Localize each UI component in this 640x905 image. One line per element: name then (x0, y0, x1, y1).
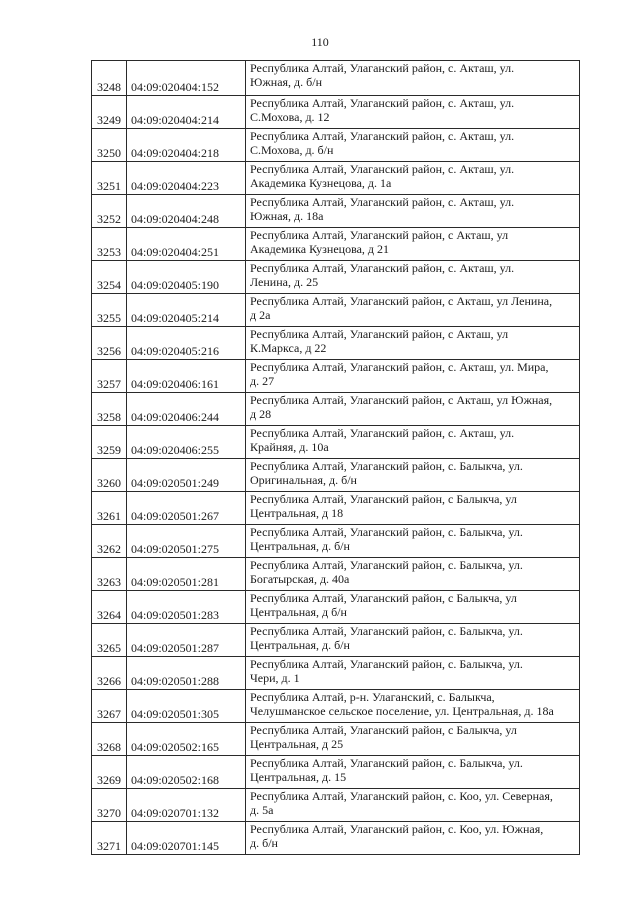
row-number-cell: 3256 (92, 327, 127, 360)
cadastral-number-cell: 04:09:020404:251 (127, 228, 246, 261)
cadastral-number-cell: 04:09:020501:288 (127, 657, 246, 690)
address-line-2: Крайняя, д. 10а (250, 440, 329, 454)
table-body (92, 61, 580, 855)
table-row (92, 61, 580, 96)
cadastral-number-cell: 04:09:020501:275 (127, 525, 246, 558)
address-line-2: Центральная, д. б/н (250, 539, 350, 553)
address-cell (246, 393, 580, 426)
row-number-cell: 3252 (92, 195, 127, 228)
cadastral-number-cell: 04:09:020701:145 (127, 822, 246, 855)
address-cell (246, 723, 580, 756)
cadastral-number-cell: 04:09:020405:190 (127, 261, 246, 294)
cadastral-number-cell: 04:09:020502:165 (127, 723, 246, 756)
page-number: 110 (311, 35, 329, 49)
address-cell (246, 426, 580, 459)
address-line-1: Республика Алтай, Улаганский район, с Акташ, ул (250, 327, 509, 341)
table-row (92, 393, 580, 426)
table-row (92, 558, 580, 591)
row-number-cell: 3257 (92, 360, 127, 393)
address-line-1: Республика Алтай, Улаганский район, с. Балыкча, ул. (250, 459, 523, 473)
table-row (92, 327, 580, 360)
cadastral-number-cell: 04:09:020406:244 (127, 393, 246, 426)
address-cell (246, 61, 580, 96)
address-cell (246, 690, 580, 723)
address-line-1: Республика Алтай, Улаганский район, с. Балыкча, ул. (250, 558, 523, 572)
address-line-1: Республика Алтай, Улаганский район, с. Коо, ул. Южная, (250, 822, 544, 836)
address-cell (246, 261, 580, 294)
address-line-1: Республика Алтай, Улаганский район, с. Акташ, ул. Мира, (250, 360, 549, 374)
address-cell (246, 96, 580, 129)
table-row (92, 426, 580, 459)
row-number-cell: 3249 (92, 96, 127, 129)
table-row (92, 228, 580, 261)
row-number-cell: 3264 (92, 591, 127, 624)
address-cell (246, 525, 580, 558)
cadastral-number-cell: 04:09:020501:287 (127, 624, 246, 657)
cadastral-number-cell: 04:09:020406:161 (127, 360, 246, 393)
table-row (92, 789, 580, 822)
address-line-1: Республика Алтай, Улаганский район, с. Коо, ул. Северная, (250, 789, 553, 803)
address-cell (246, 228, 580, 261)
cadastral-number-cell: 04:09:020501:283 (127, 591, 246, 624)
cadastral-number-cell: 04:09:020405:214 (127, 294, 246, 327)
table-row (92, 360, 580, 393)
table-row (92, 657, 580, 690)
row-number-cell: 3262 (92, 525, 127, 558)
row-number-cell: 3267 (92, 690, 127, 723)
cadastral-number-cell: 04:09:020501:281 (127, 558, 246, 591)
address-line-2: д. б/н (250, 836, 278, 850)
cadastral-number-cell: 04:09:020501:305 (127, 690, 246, 723)
address-line-2: Центральная, д 25 (250, 737, 344, 751)
cadastral-number-cell: 04:09:020701:132 (127, 789, 246, 822)
address-line-2: С.Мохова, д. б/н (250, 143, 334, 157)
row-number-cell: 3269 (92, 756, 127, 789)
address-line-1: Республика Алтай, Улаганский район, с. Акташ, ул. (250, 195, 515, 209)
row-number-cell: 3254 (92, 261, 127, 294)
row-number-cell: 3250 (92, 129, 127, 162)
address-line-2: д. 5а (250, 803, 274, 817)
address-cell (246, 360, 580, 393)
address-line-2: Центральная, д. 15 (250, 770, 347, 784)
table-row (92, 756, 580, 789)
cadastral-table (91, 60, 580, 855)
address-cell (246, 492, 580, 525)
cadastral-number-cell: 04:09:020501:267 (127, 492, 246, 525)
table-row (92, 261, 580, 294)
address-line-2: Центральная, д 18 (250, 506, 344, 520)
row-number-cell: 3261 (92, 492, 127, 525)
cadastral-number-cell: 04:09:020404:218 (127, 129, 246, 162)
address-line-2: Академика Кузнецова, д. 1а (250, 176, 392, 190)
table-row (92, 195, 580, 228)
cadastral-number-cell: 04:09:020405:216 (127, 327, 246, 360)
address-line-2: Ленина, д. 25 (250, 275, 319, 289)
address-line-1: Республика Алтай, Улаганский район, с. Акташ, ул. (250, 129, 515, 143)
address-line-2: Оригинальная, д. б/н (250, 473, 357, 487)
address-line-2: Центральная, д б/н (250, 605, 347, 619)
table-row (92, 591, 580, 624)
address-line-1: Республика Алтай, Улаганский район, с. Акташ, ул. (250, 96, 515, 110)
address-line-2: Центральная, д. б/н (250, 638, 350, 652)
address-line-1: Республика Алтай, Улаганский район, с Балыкча, ул (250, 723, 517, 737)
address-cell (246, 657, 580, 690)
address-cell (246, 162, 580, 195)
address-cell (246, 129, 580, 162)
address-line-1: Республика Алтай, Улаганский район, с. Акташ, ул. (250, 426, 515, 440)
row-number-cell: 3251 (92, 162, 127, 195)
address-cell (246, 624, 580, 657)
address-line-2: Южная, д. б/н (250, 75, 323, 89)
address-line-2: Чери, д. 1 (250, 671, 300, 685)
row-number-cell: 3271 (92, 822, 127, 855)
address-cell (246, 558, 580, 591)
address-cell (246, 327, 580, 360)
cadastral-number-cell: 04:09:020404:152 (127, 61, 246, 96)
address-cell (246, 195, 580, 228)
cadastral-number-cell: 04:09:020404:223 (127, 162, 246, 195)
address-cell (246, 459, 580, 492)
row-number-cell: 3248 (92, 61, 127, 96)
table-row (92, 822, 580, 855)
row-number-cell: 3263 (92, 558, 127, 591)
address-cell (246, 822, 580, 855)
address-line-1: Республика Алтай, Улаганский район, с. Акташ, ул. (250, 261, 515, 275)
table-row (92, 96, 580, 129)
address-line-2: Южная, д. 18а (250, 209, 324, 223)
address-cell (246, 294, 580, 327)
cadastral-number-cell: 04:09:020502:168 (127, 756, 246, 789)
table-row (92, 525, 580, 558)
row-number-cell: 3260 (92, 459, 127, 492)
address-cell (246, 591, 580, 624)
address-line-1: Республика Алтай, Улаганский район, с Акташ, ул Южная, (250, 393, 553, 407)
address-cell (246, 789, 580, 822)
row-number-cell: 3270 (92, 789, 127, 822)
address-line-2: К.Маркса, д 22 (250, 341, 327, 355)
cadastral-number-cell: 04:09:020406:255 (127, 426, 246, 459)
address-line-2: д 28 (250, 407, 272, 421)
table-row (92, 492, 580, 525)
row-number-cell: 3258 (92, 393, 127, 426)
table-row (92, 459, 580, 492)
address-line-2: д. 27 (250, 374, 275, 388)
address-line-2: Академика Кузнецова, д 21 (250, 242, 390, 256)
row-number-cell: 3253 (92, 228, 127, 261)
address-line-1: Республика Алтай, Улаганский район, с. Балыкча, ул. (250, 756, 523, 770)
row-number-cell: 3268 (92, 723, 127, 756)
address-cell (246, 756, 580, 789)
address-line-2: д 2а (250, 308, 271, 322)
address-line-1: Республика Алтай, Улаганский район, с. Балыкча, ул. (250, 525, 523, 539)
table-row (92, 294, 580, 327)
table-row (92, 624, 580, 657)
address-line-1: Республика Алтай, Улаганский район, с Балыкча, ул (250, 591, 517, 605)
cadastral-number-cell: 04:09:020404:214 (127, 96, 246, 129)
address-line-1: Республика Алтай, Улаганский район, с Балыкча, ул (250, 492, 517, 506)
address-line-2: С.Мохова, д. 12 (250, 110, 330, 124)
row-number-cell: 3265 (92, 624, 127, 657)
table-row (92, 129, 580, 162)
address-line-1: Республика Алтай, Улаганский район, с. Балыкча, ул. (250, 624, 523, 638)
address-line-1: Республика Алтай, Улаганский район, с Акташ, ул Ленина, (250, 294, 553, 308)
address-line-1: Республика Алтай, Улаганский район, с. Акташ, ул. (250, 61, 515, 75)
address-line-1: Республика Алтай, р-н. Улаганский, с. Балыкча, (250, 690, 495, 704)
row-number-cell: 3255 (92, 294, 127, 327)
address-line-2: Богатырская, д. 40а (250, 572, 350, 586)
address-line-1: Республика Алтай, Улаганский район, с. Акташ, ул. (250, 162, 515, 176)
table-row (92, 162, 580, 195)
table-row (92, 690, 580, 723)
address-line-2: Челушманское сельское поселение, ул. Центральная, д. 18а (250, 704, 554, 718)
cadastral-number-cell: 04:09:020501:249 (127, 459, 246, 492)
row-number-cell: 3266 (92, 657, 127, 690)
address-line-1: Республика Алтай, Улаганский район, с. Балыкча, ул. (250, 657, 523, 671)
table-row (92, 723, 580, 756)
address-line-1: Республика Алтай, Улаганский район, с Акташ, ул (250, 228, 509, 242)
row-number-cell: 3259 (92, 426, 127, 459)
cadastral-number-cell: 04:09:020404:248 (127, 195, 246, 228)
